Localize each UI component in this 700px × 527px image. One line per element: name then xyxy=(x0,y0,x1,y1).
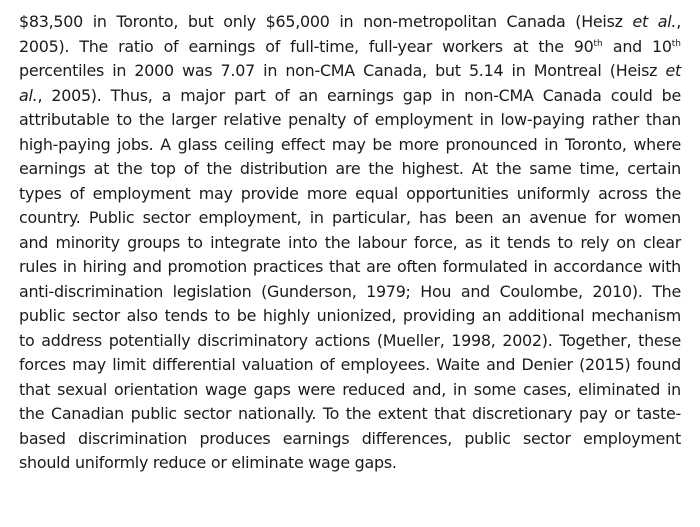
text-line: should uniformly reduce or eliminate wage gaps. xyxy=(19,453,397,472)
text-line: attributable to the larger relative penalty of employment in low-paying rather than xyxy=(19,110,681,129)
text-line: anti-discrimination legislation (Gunderson, 1979; Hou and Coulombe, 2010). The xyxy=(19,281,681,301)
italic-text-run: et xyxy=(665,61,681,80)
text-line: the Canadian public sector nationally. To the extent that discretionary pay or taste- xyxy=(19,404,681,423)
text-run: , xyxy=(676,12,681,31)
text-line xyxy=(19,59,681,84)
text-run: , 2005). Thus, a major part of an earnings gap in non-CMA Canada could be xyxy=(37,85,681,105)
text-line: public sector also tends to be highly unionized, providing an additional mechanism xyxy=(19,306,681,325)
text-line: types of employment may provide more equal opportunities uniformly across the xyxy=(19,183,681,203)
text-line: earnings at the top of the distribution are the highest. At the same time, certain xyxy=(19,159,681,178)
italic-text-run: al. xyxy=(19,85,38,105)
body-paragraph xyxy=(19,10,681,476)
text-run: $83,500 in Toronto, but only $65,000 in non-metropolitan Canada (Heisz xyxy=(19,12,633,31)
text-line: based discrimination produces earnings differences, public sector employment xyxy=(19,428,681,448)
text-line: and minority groups to integrate into the labour force, as it tends to rely on clear xyxy=(19,232,681,252)
text-line: country. Public sector employment, in particular, has been an avenue for women xyxy=(19,208,681,227)
superscript: th xyxy=(593,38,603,49)
text-line: forces may limit differential valuation of employees. Waite and Denier (2015) found xyxy=(19,355,681,374)
superscript: th xyxy=(671,38,681,49)
text-line: high-paying jobs. A glass ceiling effect may be more pronounced in Toronto, where xyxy=(19,134,681,154)
italic-text-run: et al. xyxy=(632,12,677,31)
text-line: that sexual orientation wage gaps were reduced and, in some cases, eliminated in xyxy=(19,379,681,399)
text-line: rules in hiring and promotion practices that are often formulated in accordance with xyxy=(19,257,681,276)
text-run: 2005). The ratio of earnings of full-time, full-year workers at the 90 xyxy=(19,36,594,56)
text-run: percentiles in 2000 was 7.07 in non-CMA Canada, but 5.14 in Montreal (Heisz xyxy=(19,61,666,80)
text-line: to address potentially discriminatory actions (Mueller, 1998, 2002). Together, these xyxy=(19,330,681,350)
text-line xyxy=(19,35,681,60)
text-run: and 10 xyxy=(602,36,672,56)
text-line xyxy=(19,10,681,35)
text-line xyxy=(19,84,681,109)
